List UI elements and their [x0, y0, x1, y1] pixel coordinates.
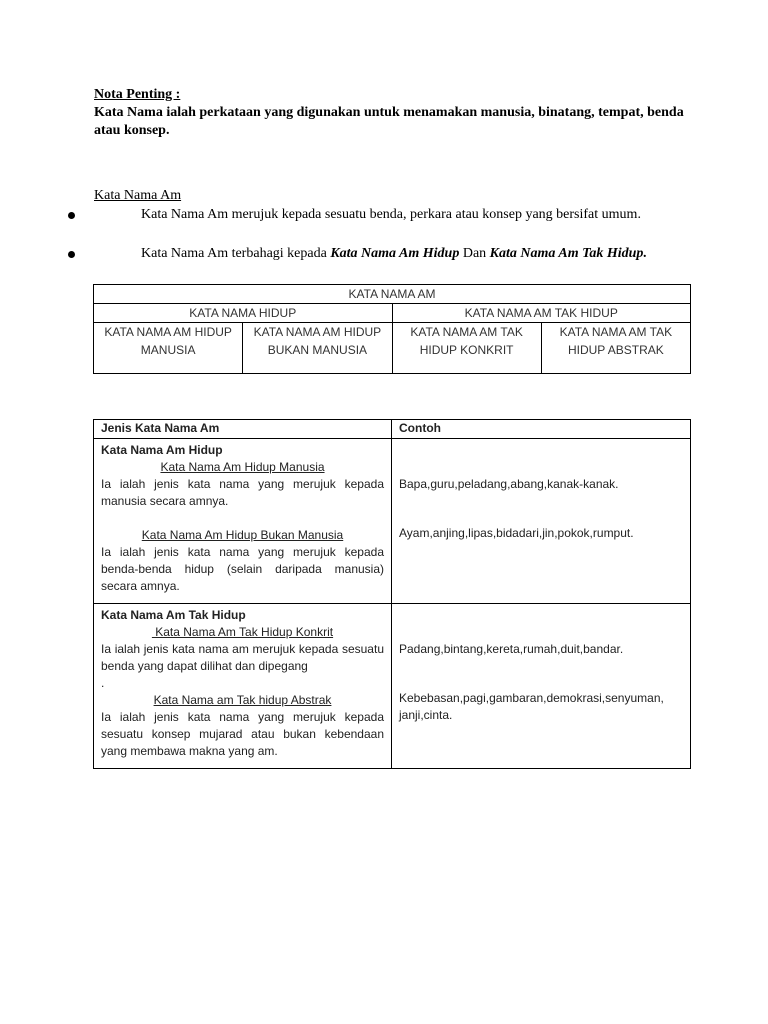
section-title: Kata Nama Am	[94, 188, 182, 203]
bullet-item-1	[93, 206, 683, 224]
subtype-description: Ia ialah jenis kata nama yang merujuk kepada manusia secara amnya.	[101, 477, 384, 508]
bullet-text-2-prefix: Kata Nama Am terbahagi kepada	[141, 246, 331, 261]
header-jenis: Jenis Kata Nama Am	[94, 420, 392, 439]
examples-text: Ayam,anjing,lipas,bidadari,jin,pokok,rumput.	[399, 526, 634, 540]
subtype-title: Kata Nama Am Hidup Bukan Manusia	[141, 528, 344, 542]
header-contoh: Contoh	[392, 420, 691, 439]
table-row	[94, 604, 691, 769]
term-kata-nama-am-tak-hidup: Kata Nama Am Tak Hidup	[489, 246, 644, 261]
examples-table	[93, 419, 691, 769]
note-body: Kata Nama ialah perkataan yang digunakan untuk menamakan manusia, binatang, tempat, benda atau konsep.	[94, 105, 684, 138]
table-leaf-cell: KATA NAMA AM TAK HIDUP ABSTRAK	[541, 323, 690, 374]
subtype-title: Kata Nama Am Hidup Manusia	[160, 460, 325, 474]
examples-text: Padang,bintang,kereta,rumah,duit,bandar.	[399, 642, 624, 656]
bullet-text-2-mid: Dan	[459, 246, 490, 261]
subtype-description: Ia ialah jenis kata nama yang merujuk kepada sesuatu konsep mujarad atau bukan kebendaan yang membawa makna yang am.	[101, 710, 384, 758]
bullet-icon	[68, 251, 75, 258]
bullet-icon	[68, 212, 75, 219]
table-leaf-cell: KATA NAMA AM TAK HIDUP KONKRIT	[392, 323, 541, 374]
subtype-title: Kata Nama Am Tak Hidup Konkrit	[151, 625, 334, 639]
term-kata-nama-am-hidup: Kata Nama Am Hidup	[330, 246, 460, 261]
subtype-description-tail: .	[101, 676, 105, 690]
table-leaf-cell: KATA NAMA AM HIDUP MANUSIA	[94, 323, 243, 374]
table-branch-tak-hidup: KATA NAMA AM TAK HIDUP	[392, 304, 691, 323]
subtype-title: Kata Nama am Tak hidup Abstrak	[153, 693, 332, 707]
subtype-description: Ia ialah jenis kata nama yang merujuk kepada benda-benda hidup (selain daripada manusia) secara amnya.	[101, 545, 384, 593]
group-title: Kata Nama Am Hidup	[101, 443, 223, 457]
table-root-cell: KATA NAMA AM	[94, 285, 691, 304]
bullet-text-2-end: .	[643, 246, 647, 261]
table-row	[94, 439, 691, 604]
bullet-text-1: Kata Nama Am merujuk kepada sesuatu benda, perkara atau konsep yang bersifat umum.	[141, 207, 641, 222]
table-leaf-cell: KATA NAMA AM HIDUP BUKAN MANUSIA	[243, 323, 392, 374]
group-title: Kata Nama Am Tak Hidup	[101, 608, 246, 622]
note-title: Nota Penting :	[94, 87, 181, 102]
table-branch-hidup: KATA NAMA HIDUP	[94, 304, 393, 323]
classification-table	[93, 284, 691, 374]
subtype-description: Ia ialah jenis kata nama am merujuk kepada sesuatu benda yang dapat dilihat dan dipegang	[101, 642, 384, 673]
examples-text: Bapa,guru,peladang,abang,kanak-kanak.	[399, 477, 619, 491]
bullet-item-2	[93, 245, 683, 263]
examples-text: Kebebasan,pagi,gambaran,demokrasi,senyuman, janji,cinta.	[399, 691, 664, 722]
